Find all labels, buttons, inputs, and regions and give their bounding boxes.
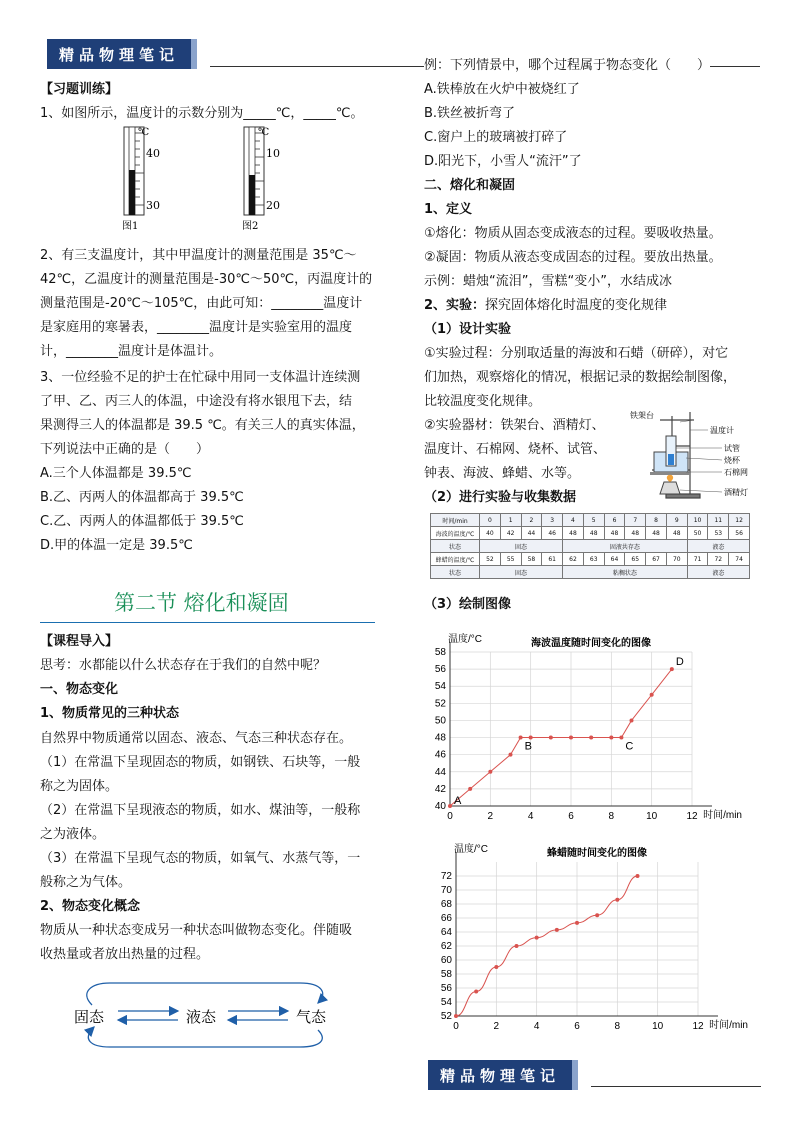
table-cell: 44	[521, 527, 542, 540]
table-cell: 42	[500, 527, 521, 540]
data-point	[509, 753, 513, 757]
header-label-top: 精品物理笔记	[47, 39, 191, 69]
chart-title: 蜂蜡随时间变化的图像	[547, 848, 647, 859]
table-cell: 固液共存态	[563, 540, 688, 553]
table-cell: 64	[604, 553, 625, 566]
example-option: B.铁丝被折弯了	[424, 106, 516, 121]
plot-heading: （3）绘制图像	[424, 597, 512, 612]
equipment-line: 钟表、海波、蜂蜡、水等。	[424, 466, 581, 481]
data-point	[468, 787, 472, 791]
thermometer-figures	[100, 125, 320, 230]
point-annotation: D	[675, 656, 684, 669]
table-cell: 状态	[431, 540, 480, 553]
data-point	[670, 667, 674, 671]
table-cell: 48	[666, 527, 687, 540]
data-point	[488, 770, 492, 774]
table-cell: 46	[542, 527, 563, 540]
exercise-heading: 【习题训练】	[40, 82, 119, 97]
question-3-line: 果测得三人的体温都是 39.5 ℃。有关三人的真实体温，	[40, 418, 365, 433]
thermometer-1-caption: 图1	[122, 221, 139, 230]
question-2-line: 2、有三支温度计，其中甲温度计的测量范围是 35℃～	[40, 248, 357, 263]
data-point	[589, 736, 593, 740]
states-text-line: （1）在常温下呈现固态的物质，如钢铁、石块等，一般	[40, 755, 361, 770]
thermometer-1-label-bottom: 30	[146, 199, 160, 212]
subsection-heading-1-1: 1、物质常见的三种状态	[40, 706, 180, 721]
question-2-line: 是家庭用的寒暑表，________温度计是实验室用的温度	[40, 320, 353, 335]
process-line: ①实验过程：分别取适量的海波和石蜡（研碎），对它	[424, 346, 729, 361]
table-cell: 56	[729, 527, 750, 540]
y-tick-label: 42	[434, 783, 446, 795]
definition-heading: 1、定义	[424, 202, 473, 217]
table-cell: 液态	[687, 566, 749, 579]
question-2-line: 计，________温度计是体温计。	[40, 344, 223, 359]
apparatus-label-gauze: 石棉网	[724, 468, 748, 477]
table-cell: 48	[646, 527, 667, 540]
y-tick-label: 40	[434, 801, 446, 812]
apparatus-label-stand: 铁架台	[630, 411, 654, 420]
states-text-line: 称之为固体。	[40, 779, 119, 794]
change-text-line: 物质从一种状态变成另一种状态叫做物态变化。伴随吸	[40, 923, 353, 938]
table-cell: 0	[480, 514, 501, 527]
table-cell: 48	[625, 527, 646, 540]
table-cell: 粘稠状态	[563, 566, 688, 579]
example-question: 例：下列情景中，哪个过程属于物态变化（ ）	[424, 58, 711, 73]
y-tick-label: 60	[440, 955, 452, 966]
x-tick-label: 2	[493, 1021, 500, 1032]
question-3-line: 3、一位经验不足的护士在忙碌中用同一支体温计连续测	[40, 370, 361, 385]
question-3-option: B.乙、丙两人的体温都高于 39.5℃	[40, 490, 244, 505]
table-cell: 9	[666, 514, 687, 527]
table-cell: 5	[583, 514, 604, 527]
table-cell: 70	[666, 553, 687, 566]
apparatus-illustration	[630, 408, 770, 500]
course-heading: 【课程导入】	[40, 634, 119, 649]
subsection-heading-2: 二、熔化和凝固	[424, 178, 516, 193]
y-tick-label: 66	[440, 913, 452, 924]
table-cell: 74	[729, 553, 750, 566]
y-tick-label: 58	[440, 969, 452, 980]
data-point	[519, 736, 523, 740]
apparatus-label-lamp: 酒精灯	[724, 488, 748, 497]
header-label-bottom: 精品物理笔记	[428, 1060, 572, 1090]
process-line: 比较温度变化规律。	[424, 394, 542, 409]
chart-title: 海波温度随时间变化的图像	[531, 638, 651, 649]
thermometer-1	[124, 127, 144, 215]
table-cell: 液态	[687, 540, 749, 553]
definition-line: ②凝固：物质从液态变成固态的过程。要放出热量。	[424, 250, 722, 265]
table-row	[431, 553, 750, 566]
state-change-diagram	[70, 975, 350, 1050]
x-tick-label: 6	[568, 811, 574, 822]
y-tick-label: 54	[440, 997, 452, 1008]
table-cell: 固态	[480, 566, 563, 579]
table-cell: 48	[604, 527, 625, 540]
apparatus-label-test-tube: 试管	[724, 444, 740, 453]
y-tick-label: 48	[434, 732, 446, 744]
data-point	[494, 965, 498, 969]
table-cell: 53	[708, 527, 729, 540]
y-tick-label: 56	[440, 983, 452, 994]
x-tick-label: 12	[692, 1021, 704, 1032]
equipment-line: ②实验器材：铁架台、酒精灯、	[424, 418, 605, 433]
data-point	[630, 718, 634, 722]
table-row	[431, 566, 750, 579]
table-cell: 3	[542, 514, 563, 527]
table-cell: 11	[708, 514, 729, 527]
question-3-option: A.三个人体温都是 39.5℃	[40, 466, 192, 481]
table-cell: 6	[604, 514, 625, 527]
data-point	[555, 928, 559, 932]
table-cell: 72	[708, 553, 729, 566]
table-cell: 状态	[431, 566, 480, 579]
y-tick-label: 58	[434, 647, 446, 658]
table-cell: 12	[729, 514, 750, 527]
state-liquid: 液态	[186, 1008, 217, 1026]
data-point	[454, 1014, 458, 1018]
data-point	[595, 913, 599, 917]
question-2-line: 测量范围是-20℃～105℃，由此可知：________温度计	[40, 296, 363, 311]
data-point	[549, 736, 553, 740]
thermometer-1-label-top: 40	[146, 147, 160, 160]
definition-line: ①熔化：物质从固态变成液态的过程。要吸收热量。	[424, 226, 722, 241]
table-cell: 海波的温度/℃	[431, 527, 480, 540]
x-tick-label: 12	[686, 811, 698, 822]
question-3-line: 下列说法中正确的是（ ）	[40, 442, 210, 457]
table-row	[431, 540, 750, 553]
states-text-line: 之为液体。	[40, 827, 106, 842]
subsection-heading-1-2: 2、物态变化概念	[40, 899, 141, 914]
table-row	[431, 527, 750, 540]
table-row	[431, 514, 750, 527]
table-cell: 65	[625, 553, 646, 566]
x-axis-label: 时间/min	[709, 1020, 748, 1031]
thermometer-2-caption: 图2	[242, 221, 259, 230]
data-point	[609, 736, 613, 740]
y-axis-label: 温度/°C	[454, 844, 488, 855]
question-3-line: 了甲、乙、丙三人的体温，中途没有将水银甩下去，结	[40, 394, 353, 409]
experiment-heading	[424, 298, 667, 314]
data-point	[535, 936, 539, 940]
table-cell: 4	[563, 514, 584, 527]
definition-line: 示例：蜡烛“流泪”，雪糕“变小”，水结成冰	[424, 274, 672, 289]
table-cell: 63	[583, 553, 604, 566]
y-tick-label: 50	[434, 715, 446, 727]
y-tick-label: 70	[440, 885, 452, 896]
point-annotation: B	[524, 740, 532, 753]
y-tick-label: 52	[440, 1011, 452, 1022]
example-option: A.铁棒放在火炉中被烧红了	[424, 82, 580, 97]
question-1: 1、如图所示，温度计的示数分别为_____℃，_____℃。	[40, 106, 364, 121]
table-cell: 48	[563, 527, 584, 540]
table-cell: 8	[646, 514, 667, 527]
table-cell: 67	[646, 553, 667, 566]
x-axis-label: 时间/min	[703, 810, 742, 821]
data-point	[448, 804, 452, 808]
states-text-line: 般称之为气体。	[40, 875, 132, 890]
data-point	[569, 736, 573, 740]
state-gas: 气态	[296, 1008, 327, 1026]
table-cell: 48	[583, 527, 604, 540]
section-title: 第二节 熔化和凝固	[114, 591, 289, 615]
design-heading: （1）设计实验	[424, 322, 512, 337]
data-point	[575, 921, 579, 925]
y-axis-label: 温度/°C	[448, 634, 482, 645]
table-cell: 71	[687, 553, 708, 566]
table-cell: 蜂蜡的温度/℃	[431, 553, 480, 566]
y-tick-label: 54	[434, 681, 446, 693]
x-tick-label: 8	[614, 1021, 621, 1032]
y-tick-label: 56	[434, 664, 446, 676]
table-cell: 1	[500, 514, 521, 527]
example-option: D.阳光下，小雪人“流汗”了	[424, 154, 582, 169]
example-option: C.窗户上的玻璃被打碎了	[424, 130, 568, 145]
thermometer-2	[244, 127, 264, 215]
x-tick-label: 0	[447, 811, 453, 822]
data-point	[474, 990, 478, 994]
question-3-option: C.乙、丙两人的体温都低于 39.5℃	[40, 514, 244, 529]
y-tick-label: 64	[440, 927, 452, 938]
header-rule-bottom	[591, 1086, 761, 1087]
question-2-line: 42℃，乙温度计的测量范围是-30℃～50℃，丙温度计的	[40, 272, 373, 287]
y-tick-label: 52	[434, 698, 446, 710]
y-tick-label: 46	[434, 749, 446, 761]
table-cell: 10	[687, 514, 708, 527]
table-cell: 50	[687, 527, 708, 540]
equipment-line: 温度计、石棉网、烧杯、试管、	[424, 442, 607, 457]
subsection-heading-1: 一、物态变化	[40, 682, 119, 697]
table-cell: 2	[521, 514, 542, 527]
change-text-line: 收热量或者放出热量的过程。	[40, 947, 210, 962]
table-cell: 58	[521, 553, 542, 566]
y-tick-label: 44	[434, 766, 446, 778]
x-tick-label: 10	[652, 1021, 664, 1032]
data-point	[529, 736, 533, 740]
data-point	[515, 944, 519, 948]
hypo-melting-chart	[420, 620, 770, 830]
thermometer-2-label-bottom: 20	[266, 199, 280, 212]
x-tick-label: 2	[487, 811, 494, 822]
y-tick-label: 68	[440, 899, 452, 910]
question-3-option: D.甲的体温一定是 39.5℃	[40, 538, 193, 553]
x-tick-label: 10	[646, 811, 658, 822]
table-cell: 62	[563, 553, 584, 566]
experiment-title: 探究固体熔化时温度的变化规律	[485, 298, 668, 313]
data-point	[636, 874, 640, 878]
apparatus-label-beaker: 烧杯	[724, 456, 740, 465]
state-solid: 固态	[74, 1008, 105, 1026]
y-tick-label: 72	[440, 871, 452, 882]
point-annotation: A	[454, 795, 462, 807]
experiment-label: 2、实验：	[424, 298, 486, 313]
table-cell: 55	[500, 553, 521, 566]
table-cell: 固态	[480, 540, 563, 553]
data-point	[650, 693, 654, 697]
table-cell: 52	[480, 553, 501, 566]
point-annotation: C	[625, 740, 634, 753]
table-cell: 40	[480, 527, 501, 540]
thermometer-2-label-top: 10	[266, 147, 280, 160]
states-text-line: （3）在常温下呈现气态的物质，如氧气、水蒸气等，一	[40, 851, 361, 866]
collect-heading: （2）进行实验与收集数据	[424, 490, 577, 505]
table-cell: 7	[625, 514, 646, 527]
y-tick-label: 62	[440, 941, 452, 952]
table-cell: 时间/min	[431, 514, 480, 527]
data-table	[430, 513, 750, 579]
process-line: 们加热，观察熔化的情况，根据记录的数据绘制图像，	[424, 370, 737, 385]
x-tick-label: 8	[608, 811, 615, 822]
thermometer-1-unit: ℃	[138, 127, 150, 138]
x-tick-label: 0	[453, 1021, 459, 1032]
x-tick-label: 6	[574, 1021, 580, 1032]
x-tick-label: 4	[533, 1021, 540, 1032]
think-question: 思考：水都能以什么状态存在于我们的自然中呢？	[40, 658, 327, 673]
states-text-line: （2）在常温下呈现液态的物质，如水、煤油等，一般称	[40, 803, 361, 818]
x-tick-label: 4	[527, 811, 534, 822]
thermometer-2-unit: ℃	[258, 127, 270, 138]
apparatus-label-thermometer: 温度计	[710, 426, 734, 435]
data-point	[615, 898, 619, 902]
table-cell: 61	[542, 553, 563, 566]
states-text-line: 自然界中物质通常以固态、液态、气态三种状态存在。	[40, 731, 353, 746]
section-title-rule	[40, 622, 375, 623]
data-point	[619, 736, 623, 740]
wax-melting-chart	[420, 832, 770, 1037]
